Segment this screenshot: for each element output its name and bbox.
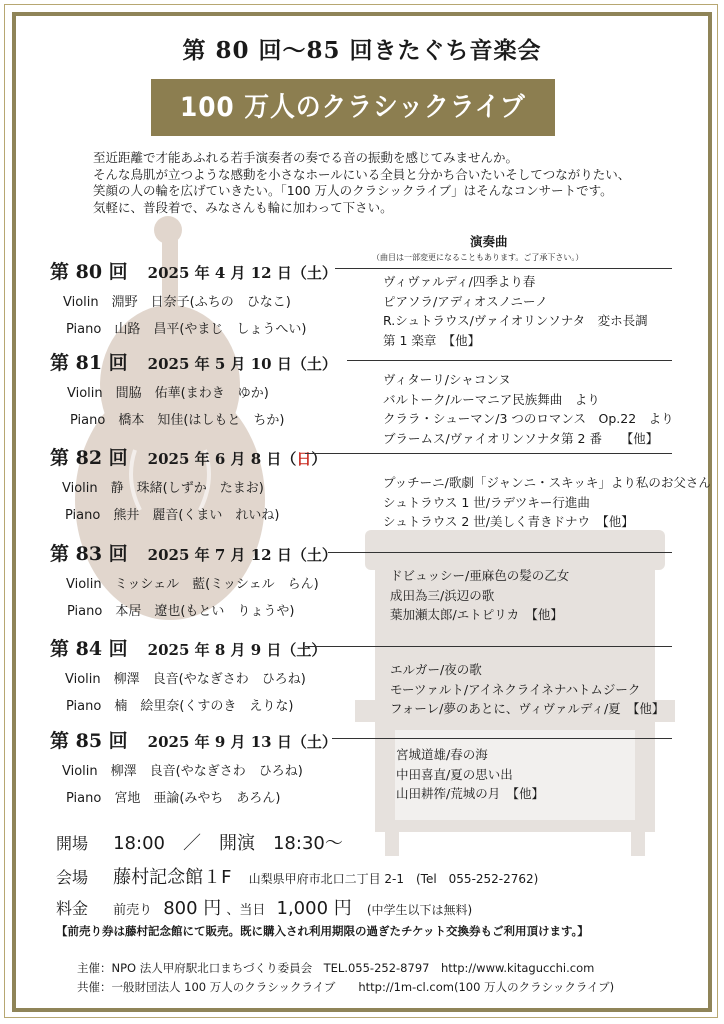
concert-heading <box>50 726 337 753</box>
intro-line: 至近距離で才能あふれる若手演奏者の奏でる音の振動を感じてみませんか。 <box>93 150 519 165</box>
concert-heading <box>50 634 326 661</box>
piece-item: フォーレ/夢のあとに、ヴィヴァルディ/夏 【他】 <box>390 701 665 717</box>
ticket-note-c: もご利用頂けます。】 <box>480 924 589 938</box>
ticket-exchange: チケット交換券 <box>401 924 481 938</box>
concert-number: 第 80 回 <box>50 261 128 283</box>
fee-advance-label: 前売り <box>113 903 153 918</box>
divider-line <box>328 552 672 553</box>
fee-door: 1,000 円 <box>276 898 352 919</box>
concert-date: 2025 年 8 月 9 日（土） <box>147 641 327 659</box>
piece-item: シュトラウス 2 世/美しく青きドナウ 【他】 <box>383 514 634 530</box>
piece-list <box>383 370 674 448</box>
violinist: Violin 淵野 日奈子(ふちの ひなこ) <box>63 295 291 310</box>
concert-heading <box>50 443 326 470</box>
ticket-note <box>56 923 589 939</box>
piece-list <box>383 272 648 350</box>
concert-date: 2025 年 9 月 13 日（土） <box>147 733 337 751</box>
program-note: （曲目は一部変更になることもあります。ご了承下さい。） <box>372 253 584 262</box>
pianist: Piano 宮地 亜論(みやち あろん) <box>66 791 281 806</box>
fee-label: 料金 <box>56 899 89 918</box>
venue-label: 会場 <box>56 868 89 887</box>
piece-item: R.シュトラウス/ヴァイオリンソナタ 変ホ長調 <box>383 313 648 329</box>
divider-line <box>347 360 672 361</box>
fee-door-label: 、当日 <box>226 903 266 918</box>
piece-item: ピアソラ/アディオスノニーノ <box>383 293 548 309</box>
divider-line <box>305 453 672 454</box>
piece-item: 成田為三/浜辺の歌 <box>390 587 495 603</box>
venue-row <box>56 863 538 889</box>
piece-item: モーツァルト/アイネクライネナハトムジーク <box>390 681 641 697</box>
piece-list <box>390 566 569 625</box>
piece-item: ブラームス/ヴァイオリンソナタ第 2 番 【他】 <box>383 430 659 446</box>
pianist: Piano 楠 絵里奈(くすのき えりな) <box>66 699 294 714</box>
ticket-note-a: 【前売り券は藤村記念館にて販売。既に購入され利用期限の過ぎた <box>56 924 401 938</box>
divider-line <box>305 646 672 647</box>
cosponsor-line: 共催：一般財団法人 100 万人のクラシックライブ http://1m-cl.com(100 万人のクラシックライブ) <box>77 980 615 994</box>
weekday-sunday: 日 <box>296 450 312 468</box>
piece-item: 葉加瀬太郎/エトピリカ 【他】 <box>390 607 563 623</box>
concert-number: 第 83 回 <box>50 543 128 565</box>
piece-list <box>396 745 544 804</box>
piece-item: 宮城道雄/春の海 <box>396 747 488 762</box>
divider-line <box>332 738 672 739</box>
venue-address: 山梨県甲府市北口二丁目 2-1 (Tel 055-252-2762) <box>248 872 539 886</box>
intro-line: そんな鳥肌が立つような感動を小さなホールにいる全員と分かち合いたいそしてつながりたい、 <box>93 166 631 182</box>
piece-item: ヴィヴァルディ/四季より春 <box>383 274 536 289</box>
pianist: Piano 山路 昌平(やまじ しょうへい) <box>66 322 307 337</box>
piece-item: シュトラウス 1 世/ラデツキー行進曲 <box>383 494 590 510</box>
event-banner <box>151 79 555 136</box>
concert-date: 2025 年 4 月 12 日（土） <box>147 264 337 282</box>
concert-date: 2025 年 7 月 12 日（土） <box>147 546 337 564</box>
intro-line: 気軽に、普段着で、みなさんも輪に加わって下さい。 <box>93 199 393 215</box>
piece-item: バルトーク/ルーマニア民族舞曲 より <box>383 391 600 407</box>
fee-row <box>56 894 472 920</box>
violinist: Violin 静 珠緒(しずか たまお) <box>62 481 264 496</box>
concert-number: 第 84 回 <box>50 638 128 660</box>
divider-line <box>335 268 672 269</box>
time-label: 開場 <box>56 834 89 853</box>
violinist: Violin ミッシェル 藍(ミッシェル らん) <box>66 577 319 592</box>
fee-note: (中学生以下は無料) <box>366 903 473 917</box>
piece-item: 第 1 楽章 【他】 <box>383 332 481 348</box>
concert-heading <box>50 348 337 375</box>
program-heading: 演奏曲 <box>470 234 508 249</box>
violinist: Violin 間脇 佑華(まわき ゆか) <box>67 386 269 401</box>
violinist: Violin 柳澤 良音(やなぎさわ ひろね) <box>65 672 306 687</box>
concert-number: 第 81 回 <box>50 352 128 374</box>
pianist: Piano 橋本 知佳(はしもと ちか) <box>70 413 285 428</box>
venue-name: 藤村記念館１F <box>113 867 232 888</box>
pianist: Piano 熊井 麗音(くまい れいね) <box>65 508 280 523</box>
banner-text: 100 万人のクラシックライブ <box>180 92 526 123</box>
piece-item: 山田耕筰/荒城の月 【他】 <box>396 786 544 802</box>
pianist: Piano 本居 遼也(もとい りょうや) <box>67 604 295 619</box>
concert-date: 2025 年 6 月 8 日（日） <box>147 450 327 468</box>
intro-line: 笑顔の人の輪を広げていきたい。「100 万人のクラシックライブ」はそんなコンサートです。 <box>93 183 613 198</box>
piece-list <box>383 473 711 532</box>
piece-item: クララ・シューマン/3 つのロマンス Op.22 より <box>383 411 674 427</box>
time-text: 18:00 ／ 開演 18:30〜 <box>113 833 343 854</box>
organizer-line: 主催：NPO 法人甲府駅北口まちづくり委員会 TEL.055-252-8797 http://www.kitagucchi.com <box>77 961 595 975</box>
piece-item: プッチーニ/歌劇「ジャンニ・スキッキ」より私のお父さん <box>383 475 711 490</box>
page-title: 第 80 回〜85 回きたぐち音楽会 <box>182 37 542 64</box>
concert-number: 第 82 回 <box>50 447 128 469</box>
violinist: Violin 柳澤 良音(やなぎさわ ひろね) <box>62 764 303 779</box>
piece-list <box>390 660 664 719</box>
concert-date: 2025 年 5 月 10 日（土） <box>147 355 337 373</box>
concert-heading <box>50 539 337 566</box>
piece-item: 中田喜直/夏の思い出 <box>396 766 513 782</box>
piece-item: ドビュッシー/亜麻色の髪の乙女 <box>390 568 570 583</box>
piece-item: エルガー/夜の歌 <box>390 662 482 677</box>
concert-heading <box>50 257 337 284</box>
fee-advance: 800 円 <box>163 898 222 919</box>
concert-number: 第 85 回 <box>50 730 128 752</box>
time-row <box>56 829 343 855</box>
intro-text <box>93 150 630 216</box>
piece-item: ヴィターリ/シャコンヌ <box>383 372 511 387</box>
